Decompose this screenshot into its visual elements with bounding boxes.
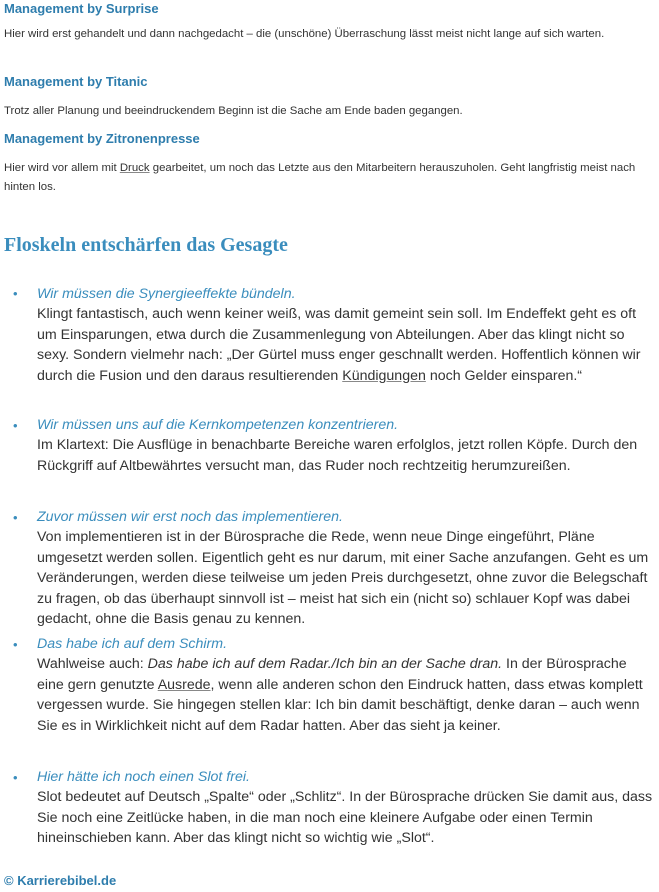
text-segment: Hier wird vor allem mit bbox=[4, 162, 120, 174]
bullet-icon: • bbox=[13, 286, 18, 301]
item-lead: Hier hätte ich noch einen Slot frei. bbox=[37, 769, 250, 785]
list-item bbox=[37, 415, 657, 476]
item-body bbox=[37, 654, 657, 736]
bullet-icon: • bbox=[13, 418, 18, 433]
bullet-icon: • bbox=[13, 637, 18, 652]
main-title: Floskeln entschärfen das Gesagte bbox=[4, 234, 288, 256]
section-heading-surprise: Management by Surprise bbox=[4, 1, 159, 16]
section-heading-zitronenpresse: Management by Zitronenpresse bbox=[4, 131, 200, 146]
text-segment: , wenn alle anderen schon den Eindruck hatten, dass etwas komplett vergessen wurde. Sie hingegen stellen klar: Ich bin damit beschäftigt, denke daran – auch wenn Sie es in Wirklichkeit nicht auf dem Radar hatten. Aber das sieht ja keiner. bbox=[37, 676, 643, 734]
copyright-footer: © Karrierebibel.de bbox=[4, 873, 117, 888]
bullet-icon: • bbox=[13, 510, 18, 525]
text-segment: Klingt fantastisch, auch wenn keiner weiß, was damit gemeint sein soll. Im Endeffekt geht es oft um Einsparungen, etwa durch die Zusammenlegung von Abteilungen. Aber das klingt nicht so sexy. Sondern vielmehr nach: „Der Gürtel muss enger geschnallt werden. Hoffentlich können wir durch die Fusion und den daraus resultierenden bbox=[37, 306, 641, 384]
bullet-icon: • bbox=[13, 770, 18, 785]
list-item bbox=[37, 507, 657, 629]
item-body: Im Klartext: Die Ausflüge in benachbarte Bereiche waren erfolglos, jetzt rollen Köpfe. Durch den Rückgriff auf Altbewährtes versucht man, das Ruder noch rechtzeitig herumzureißen. bbox=[37, 437, 638, 474]
item-lead: Das habe ich auf dem Schirm. bbox=[37, 636, 228, 652]
item-body: Von implementieren ist in der Bürosprache die Rede, wenn neue Dinge eingeführt, Pläne umgesetzt werden sollen. Eigentlich geht es nur darum, mit einer Sache anzufangen. Geht es um Veränderungen, werden diese teilweise um jeden Preis durchgesetzt, ohne zuvor die Belegschaft zu fragen, ob das überhaupt sinnvoll ist – meist hat sich ein (nicht so) schlauer Kopf was dabei gedacht, ohne die Basis genau zu kennen. bbox=[37, 529, 649, 628]
text-segment: noch Gelder einsparen.“ bbox=[425, 367, 583, 384]
section-text-titanic: Trotz aller Planung und beeindruckendem Beginn ist die Sache am Ende baden gegangen. bbox=[4, 105, 463, 117]
section-text-surprise: Hier wird erst gehandelt und dann nachgedacht – die (unschöne) Überraschung lässt meist nicht lange auf sich warten. bbox=[4, 28, 605, 40]
item-body bbox=[37, 304, 657, 386]
item-lead: Zuvor müssen wir erst noch das implementieren. bbox=[37, 509, 343, 525]
section-heading-titanic: Management by Titanic bbox=[4, 74, 148, 89]
kuendigungen-link[interactable]: Kündigungen bbox=[342, 367, 426, 384]
section-text-zitronenpresse bbox=[4, 159, 654, 197]
list-item bbox=[37, 767, 657, 849]
druck-link[interactable]: Druck bbox=[119, 162, 150, 174]
text-segment: gearbeitet, um noch das Letzte aus den Mitarbeitern herauszuholen. Geht langfristig meist nach hinten los. bbox=[4, 162, 636, 193]
item-body: Slot bedeutet auf Deutsch „Spalte“ oder „Schlitz“. In der Bürosprache drücken Sie damit aus, dass Sie noch eine Zeitlücke haben, in die man noch eine kleinere Aufgabe oder einen Termin hineinschieben kann. Aber das klingt nicht so wichtig wie „Slot“. bbox=[37, 789, 653, 847]
list-item bbox=[37, 634, 657, 736]
ausrede-link[interactable]: Ausrede bbox=[157, 676, 211, 693]
item-lead: Wir müssen uns auf die Kernkompetenzen konzentrieren. bbox=[37, 417, 399, 433]
text-segment: Wahlweise auch: bbox=[37, 656, 148, 673]
text-segment-italic: Das habe ich auf dem Radar./Ich bin an der Sache dran. bbox=[147, 656, 503, 673]
list-item bbox=[37, 284, 657, 386]
item-lead: Wir müssen die Synergieeffekte bündeln. bbox=[37, 286, 296, 302]
text-segment: In der Bürosprache eine gern genutzte bbox=[37, 656, 627, 693]
